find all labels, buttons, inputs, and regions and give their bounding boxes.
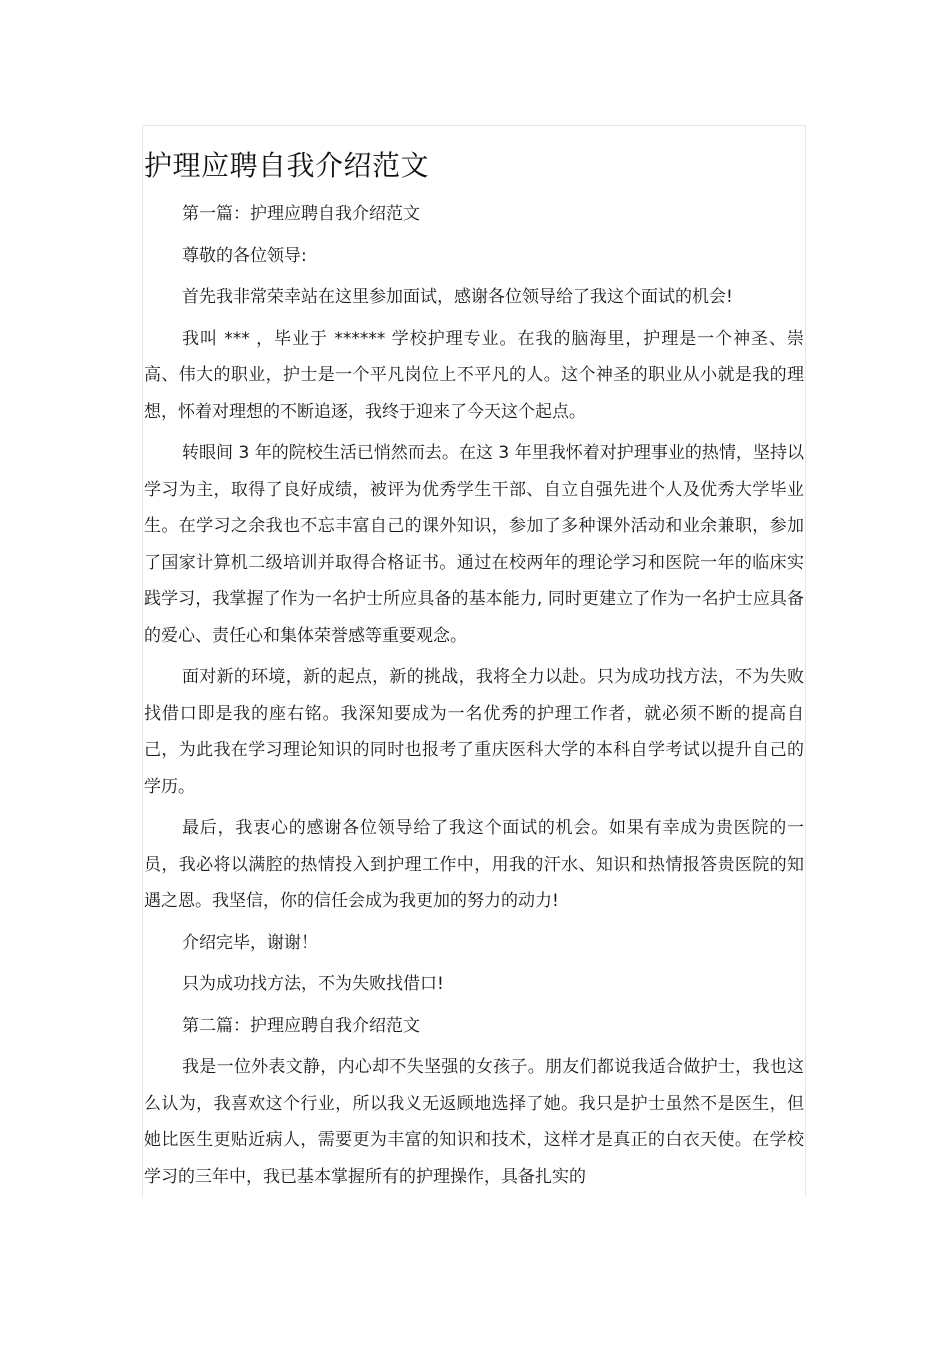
paragraph: 面对新的环境，新的起点，新的挑战，我将全力以赴。只为成功找方法，不为失败找借口即是我的座右铭。我深知要成为一名优秀的护理工作者，就必须不断的提高自己，为此我在学习理论知识的同时也报考了重庆医科大学的本科自学考试以提升自己的学历。: [144, 667, 804, 797]
paragraph: 我是一位外表文静，内心却不失坚强的女孩子。朋友们都说我适合做护士，我也这么认为，我喜欢这个行业，所以我义无返顾地选择了她。我只是护士虽然不是医生，但她比医生更贴近病人，需要更为丰富的知识和技术，这样才是真正的白衣天使。在学校学习的三年中，我已基本掌握所有的护理操作，具备扎实的: [144, 1057, 804, 1187]
paragraph: 转眼间 3 年的院校生活已悄然而去。在这 3 年里我怀着对护理事业的热情，坚持以学习为主，取得了良好成绩，被评为优秀学生干部、自立自强先进个人及优秀大学毕业生。在学习之余我也不忘丰富自己的课外知识，参加了多种课外活动和业余兼职，参加了国家计算机二级培训并取得合格证书。通过在校两年的理论学习和医院一年的临床实践学习，我掌握了作为一名护士所应具备的基本能力, 同时更建立了作为一名护士应具备的爱心、责任心和集体荣誉感等重要观念。: [144, 443, 804, 646]
section-heading-2: 第二篇：护理应聘自我介绍范文: [182, 1015, 420, 1036]
paragraph: 我叫 *** ，毕业于 ****** 学校护理专业。在我的脑海里，护理是一个神圣、崇高、伟大的职业，护士是一个平凡岗位上不平凡的人。这个神圣的职业从小就是我的理想，怀着对理想的不断追逐，我终于迎来了今天这个起点。: [144, 328, 804, 422]
section-heading-1: 第一篇：护理应聘自我介绍范文: [182, 204, 420, 224]
document-title: 护理应聘自我介绍范文: [144, 149, 430, 182]
paragraph: 最后，我衷心的感谢各位领导给了我这个面试的机会。如果有幸成为贵医院的一员，我必将以满腔的热情投入到护理工作中，用我的汗水、知识和热情报答贵医院的知遇之恩。我坚信，你的信任会成为我更加的努力的动力!: [144, 818, 804, 911]
salutation: 尊敬的各位领导:: [182, 245, 307, 266]
paragraph: 介绍完毕，谢谢！: [182, 932, 318, 953]
document-body: [144, 146, 804, 1200]
paragraph: 首先我非常荣幸站在这里参加面试，感谢各位领导给了我这个面试的机会!: [182, 287, 733, 307]
paragraph: 只为成功找方法，不为失败找借口!: [182, 974, 444, 994]
